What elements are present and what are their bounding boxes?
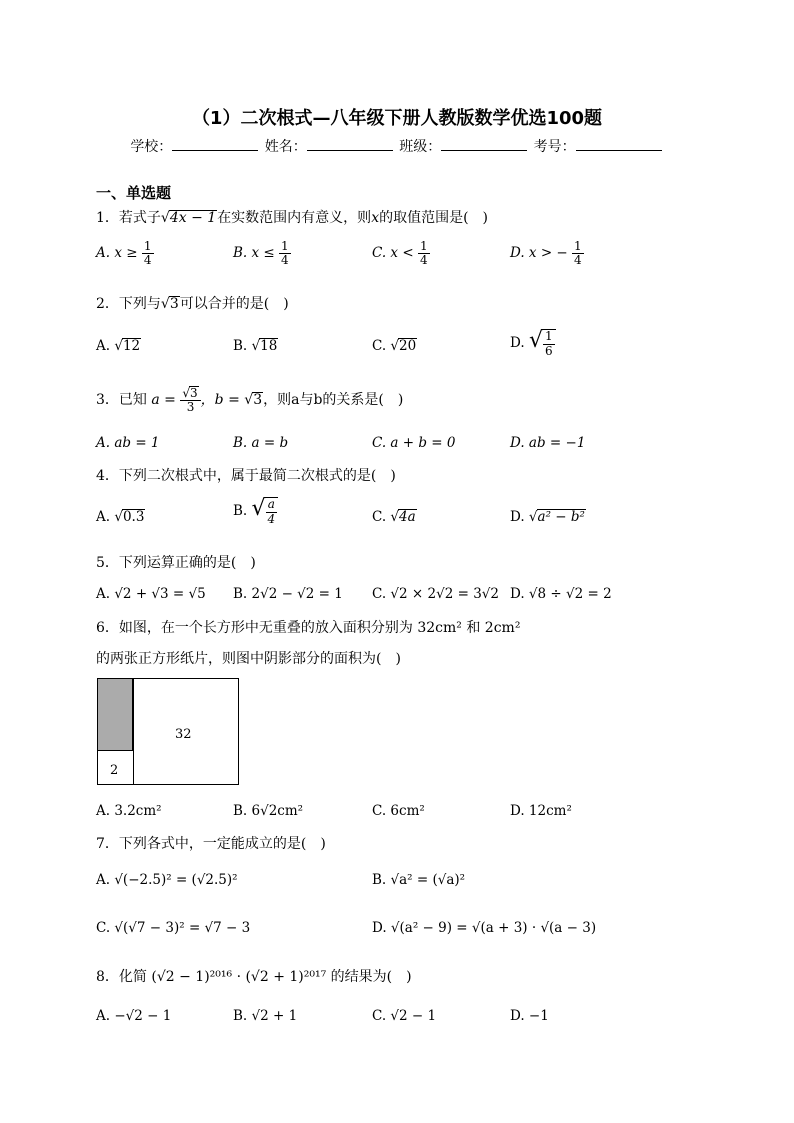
q8-option-a[interactable]: A. −√2 − 1 bbox=[96, 1008, 172, 1024]
q4-a-radicand: 0.3 bbox=[122, 509, 145, 525]
q7-option-c[interactable]: C. √(√7 − 3)² = √7 − 3 bbox=[96, 920, 251, 936]
question-3-stem: 3．已知 a = $\frac{√3}{3}$ ，b = √3，则a与b的关系是( ) bbox=[96, 386, 404, 415]
q8-expression: (√2 − 1)²⁰¹⁶ · (√2 + 1)²⁰¹⁷ bbox=[151, 969, 327, 985]
q3-option-a[interactable]: A. ab = 1 bbox=[96, 435, 160, 451]
q2-d-fraction bbox=[542, 329, 556, 357]
q4-d-label: D. bbox=[510, 509, 525, 525]
q1-a-fraction bbox=[142, 240, 154, 267]
q3-frac-num-radicand: 3 bbox=[190, 386, 198, 400]
question-6-stem-line2: 的两张正方形纸片，则图中阴影部分的面积为( ) bbox=[96, 651, 401, 667]
q8-option-c[interactable]: C. √2 − 1 bbox=[372, 1008, 437, 1024]
q3-frac-den: 3 bbox=[186, 400, 195, 415]
q3-option-c[interactable]: C. a + b = 0 bbox=[372, 435, 456, 451]
q2-a-radicand: 12 bbox=[122, 338, 141, 354]
q1-b-text: B. x ≤ bbox=[233, 245, 275, 262]
q2-c-label: C. bbox=[372, 338, 387, 354]
q3-stem-end: ，则a与b的关系是( ) bbox=[263, 392, 404, 409]
q1-stem-start: 1．若式子 bbox=[96, 210, 161, 226]
q6-figure-rectangle bbox=[97, 678, 239, 785]
q7-option-b[interactable]: B. √a² = (√a)² bbox=[372, 872, 466, 888]
number-label: 考号： bbox=[533, 139, 576, 155]
student-info-line bbox=[0, 136, 794, 156]
q8-option-d[interactable]: D. −1 bbox=[510, 1008, 549, 1024]
q1-d-num: 1 bbox=[574, 239, 582, 253]
q1-b-den: 4 bbox=[281, 253, 289, 268]
q1-option-d[interactable] bbox=[510, 240, 584, 267]
q2-c-radicand: 20 bbox=[399, 338, 417, 354]
q4-b-fraction bbox=[265, 497, 279, 525]
q6-option-a[interactable]: A. 3.2cm² bbox=[96, 803, 162, 819]
q2-option-c[interactable]: C. √20 bbox=[372, 338, 417, 354]
q5-option-b[interactable]: B. 2√2 − √2 = 1 bbox=[233, 586, 343, 602]
q3-option-d[interactable]: D. ab = −1 bbox=[510, 435, 586, 451]
school-blank[interactable] bbox=[172, 138, 258, 151]
q1-b-fraction bbox=[279, 240, 291, 267]
q2-option-b[interactable]: B. √18 bbox=[233, 338, 278, 354]
q4-option-c[interactable]: C. √4a bbox=[372, 509, 416, 525]
q2-stem-end: 可以合并的是( ) bbox=[179, 296, 289, 312]
q1-d-text: D. x > − bbox=[510, 245, 568, 262]
q3-frac-num: √3 bbox=[180, 386, 200, 401]
q4-b-label: B. bbox=[233, 503, 248, 519]
q1-stem-end: 的取值范围是( ) bbox=[379, 210, 489, 226]
q4-option-b[interactable]: B. √ $\frac{a}{4}$ bbox=[233, 496, 278, 526]
q1-b-num: 1 bbox=[281, 239, 289, 253]
q3-option-b[interactable]: B. a = b bbox=[233, 435, 289, 451]
q5-option-a[interactable]: A. √2 + √3 = √5 bbox=[96, 586, 206, 602]
q1-a-num: 1 bbox=[143, 239, 152, 253]
q3-fraction bbox=[180, 386, 200, 414]
q2-d-den: 6 bbox=[544, 343, 553, 358]
q7-option-d[interactable]: D. √(a² − 9) = √(a + 3) · √(a − 3) bbox=[372, 920, 597, 936]
q6-big-square-label: 32 bbox=[175, 727, 192, 742]
q6-option-d[interactable]: D. 12cm² bbox=[510, 803, 572, 819]
q8-option-b[interactable]: B. √2 + 1 bbox=[233, 1008, 298, 1024]
q4-c-label: C. bbox=[372, 509, 387, 525]
question-6-stem-line1: 6．如图，在一个长方形中无重叠的放入面积分别为 32cm² 和 2cm² bbox=[96, 620, 521, 636]
school-label: 学校： bbox=[130, 139, 173, 155]
q1-d-fraction bbox=[572, 240, 584, 267]
q3-a-equals: a = bbox=[151, 392, 176, 409]
q6-option-b[interactable]: B. 6√2cm² bbox=[233, 803, 304, 819]
q1-c-text: C. x < bbox=[372, 245, 414, 262]
q2-option-d[interactable]: D. √ $\frac{1}{6}$ bbox=[510, 328, 556, 358]
q1-stem-mid: 在实数范围内有意义，则 bbox=[217, 210, 372, 226]
section-heading: 一、单选题 bbox=[96, 184, 172, 202]
q1-a-text: A. x ≥ bbox=[96, 245, 138, 262]
q1-option-a[interactable] bbox=[96, 240, 154, 267]
q8-stem-start: 8．化简 bbox=[96, 969, 147, 985]
q6-shaded-region bbox=[98, 679, 133, 751]
q1-c-den: 4 bbox=[419, 253, 428, 268]
q1-d-den: 4 bbox=[574, 253, 582, 268]
q4-option-a[interactable]: A. √0.3 bbox=[96, 509, 145, 525]
q2-radical: √3 bbox=[160, 296, 179, 312]
question-7-stem: 7．下列各式中，一定能成立的是( ) bbox=[96, 836, 326, 852]
q2-d-num: 1 bbox=[544, 329, 553, 344]
q4-a-label: A. bbox=[96, 509, 111, 525]
q4-d-radicand: a² − b² bbox=[537, 509, 585, 525]
name-label: 姓名： bbox=[264, 139, 307, 155]
question-5-stem: 5．下列运算正确的是( ) bbox=[96, 555, 256, 571]
class-blank[interactable] bbox=[441, 138, 527, 151]
question-4-stem: 4．下列二次根式中，属于最简二次根式的是( ) bbox=[96, 468, 396, 484]
q2-b-radicand: 18 bbox=[260, 338, 278, 354]
number-blank[interactable] bbox=[576, 138, 662, 151]
q2-b-label: B. bbox=[233, 338, 248, 354]
q4-b-den: 4 bbox=[267, 511, 276, 526]
q2-radicand: 3 bbox=[169, 296, 179, 312]
q5-option-d[interactable]: D. √8 ÷ √2 = 2 bbox=[510, 586, 612, 602]
name-blank[interactable] bbox=[307, 138, 393, 151]
q2-stem-start: 2．下列与 bbox=[96, 296, 161, 312]
class-label: 班级： bbox=[399, 139, 442, 155]
q3-b-equals: ，b = bbox=[200, 392, 240, 409]
q3-b-radicand: 3 bbox=[253, 392, 263, 409]
q1-c-num: 1 bbox=[419, 239, 428, 253]
q6-option-c[interactable]: C. 6cm² bbox=[372, 803, 425, 819]
q5-option-c[interactable]: C. √2 × 2√2 = 3√2 bbox=[372, 586, 499, 602]
q1-a-den: 4 bbox=[143, 253, 152, 268]
q2-d-label: D. bbox=[510, 335, 525, 351]
q1-c-fraction bbox=[418, 240, 430, 267]
question-1-stem bbox=[96, 207, 488, 227]
q1-radical: √4x − 1 bbox=[160, 210, 217, 226]
q2-a-label: A. bbox=[96, 338, 111, 354]
document-title: （1）二次根式—八年级下册人教版数学优选100题 bbox=[191, 108, 603, 129]
q2-option-a[interactable]: A. √12 bbox=[96, 338, 141, 354]
q3-stem-start: 3．已知 bbox=[96, 392, 147, 409]
q1-option-b[interactable] bbox=[233, 240, 291, 267]
q4-b-num: a bbox=[266, 498, 278, 512]
q4-option-d[interactable]: D. √a² − b² bbox=[510, 509, 585, 525]
q1-option-c[interactable] bbox=[372, 240, 430, 267]
q1-variable: x bbox=[371, 210, 380, 226]
q8-stem-end: 的结果为( ) bbox=[330, 969, 412, 985]
q4-c-radicand: 4a bbox=[399, 509, 416, 525]
question-8-stem bbox=[96, 966, 412, 986]
question-2-stem bbox=[96, 293, 289, 313]
q7-option-a[interactable]: A. √(−2.5)² = (√2.5)² bbox=[96, 872, 238, 888]
q1-radicand: 4x − 1 bbox=[169, 210, 217, 226]
q6-small-square-label: 2 bbox=[110, 763, 119, 778]
